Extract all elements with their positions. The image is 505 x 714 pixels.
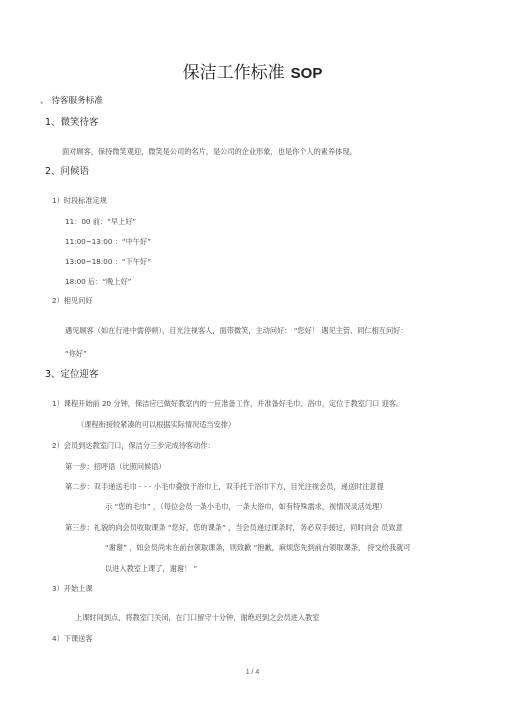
list-item: 2）相见问好 [52, 296, 93, 305]
title-text: 保洁工作标准 [182, 63, 285, 83]
section-intro: 、 待客服务标准 [40, 96, 103, 106]
list-item: 13:00~18:00 ：“下午好” [65, 257, 151, 266]
list-item: 1）时段标准定规 [52, 196, 107, 205]
section-1-heading: 1、微笑待客 [45, 117, 99, 128]
list-item: 3）开始上课 [52, 584, 93, 593]
step-item: 第三步：礼貌的向会员收取课条 “您好，您的课条” ，当会员递过课条时，务必双手接过，同时向会 员致意 [65, 523, 403, 532]
page-number: 1 / 4 [245, 669, 260, 676]
paragraph: 上课时间到点，将教室门关闭，在门口留守十分钟，谢绝迟到之会员进入教室 [75, 613, 320, 622]
step-item: 第一步：招呼语（比照问候语） [65, 462, 166, 471]
list-item: 1）课程开始前 20 分钟，保洁应已做好教室内的一应准备工作，并准备好毛巾、浴巾，定位于教室门口 迎客。 [52, 399, 404, 408]
step-item: 第二步：双手递送毛巾 - - - 小毛巾叠放于浴巾上，双手托于浴巾下方，目光注视会员，递送时注意提 [65, 482, 384, 491]
paragraph: （课程衔接较紧凑的可以根据实际情况适当安排） [77, 420, 236, 429]
document-title [0, 62, 505, 85]
list-item: 11:00~13:00 ：“中午好” [65, 237, 151, 246]
paragraph: 面对顾客，保持微笑观迎，微笑是公司的名片，是公司的企业形象，也是你个人的素养体现。 [62, 147, 357, 156]
step-item: 以进入教室上课了，谢谢！ ” [105, 564, 198, 573]
paragraph: “你好” [65, 349, 87, 358]
step-item: 示 “您的毛巾” ，（每位会员一条小毛巾，一条大浴巾，如有特殊需求，视情况灵活处理） [105, 502, 387, 511]
list-item: 4）下课送客 [52, 634, 93, 643]
list-item: 11：00 前：“早上好” [65, 217, 137, 226]
list-item: 2）会员到达教室门口，保洁分三步完成待客动作： [52, 441, 215, 450]
list-item: 18:00 后：“晚上好” [65, 277, 132, 286]
section-3-heading: 3、定位迎客 [45, 369, 99, 380]
section-2-heading: 2、问候语 [45, 166, 90, 177]
paragraph: 遇见顾客（如在行进中需停顿），目光注视客人，面带微笑，主动问好： “您好！ 遇见主管、同仁相互问好： [65, 326, 408, 335]
title-suffix: SOP [290, 65, 323, 82]
step-item: “谢谢” ，如会员尚未在前台领取课条，则致歉 “抱歉，麻烦您先到前台领取课条， 持交给我就可 [105, 543, 411, 552]
